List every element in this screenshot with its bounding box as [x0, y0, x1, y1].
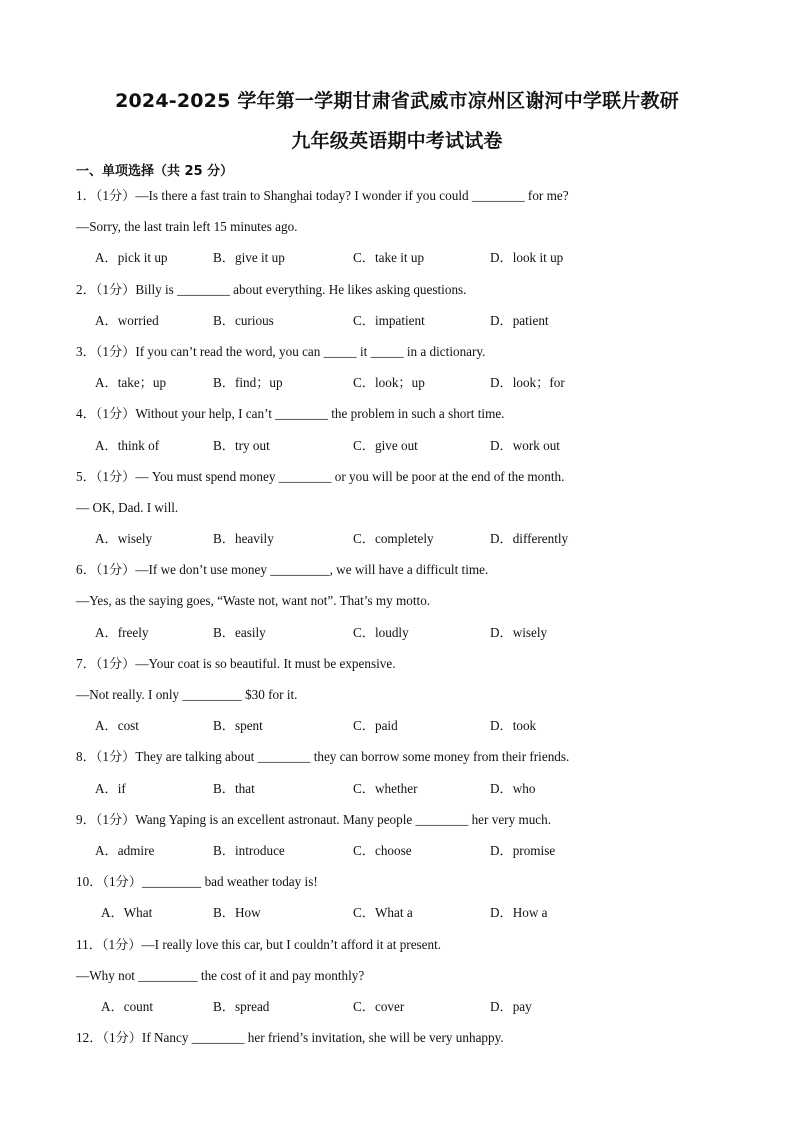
- option-a[interactable]: A．freely: [95, 624, 149, 640]
- question-list: [76, 184, 756, 1057]
- question-2: [76, 278, 756, 340]
- option-a[interactable]: A．pick it up: [95, 250, 168, 266]
- option-a[interactable]: A．take；up: [95, 375, 167, 391]
- question-stem: 6．（1分）—If we don’t use money _________, we will have a difficult time.: [76, 562, 489, 578]
- option-d[interactable]: D．look it up: [490, 250, 564, 266]
- option-row: [76, 309, 756, 340]
- question-4: [76, 402, 756, 464]
- option-row: [76, 839, 756, 870]
- question-stem: 7．（1分）—Your coat is so beautiful. It must be expensive.: [76, 655, 396, 671]
- option-d[interactable]: D．took: [490, 718, 537, 734]
- question-dialogue-reply: —Yes, as the saying goes, “Waste not, want not”. That’s my motto.: [76, 593, 431, 609]
- question-stem: 1．（1分）—Is there a fast train to Shanghai today? I wonder if you could ________ for me?: [76, 188, 569, 203]
- question-stem: 5．（1分）— You must spend money ________ or you will be poor at the end of the month.: [76, 468, 565, 484]
- option-d[interactable]: D．work out: [490, 437, 560, 453]
- option-d[interactable]: D．How a: [490, 905, 548, 921]
- question-stem: 2．（1分）Billy is ________ about everything. He likes asking questions.: [76, 281, 467, 297]
- option-b[interactable]: B．give it up: [213, 250, 285, 266]
- option-d[interactable]: D．wisely: [490, 624, 548, 640]
- option-b[interactable]: B．How: [213, 905, 261, 921]
- option-b[interactable]: B．find；up: [213, 375, 283, 391]
- option-d[interactable]: D．promise: [490, 842, 556, 858]
- question-7: [76, 652, 756, 746]
- option-a[interactable]: A．think of: [95, 437, 160, 453]
- option-b[interactable]: B．easily: [213, 624, 266, 640]
- question-dialogue-reply: — OK, Dad. I will.: [76, 499, 179, 515]
- option-c[interactable]: C．loudly: [353, 624, 409, 640]
- question-10: [76, 870, 756, 932]
- option-d[interactable]: D．differently: [490, 531, 569, 547]
- option-row: [76, 901, 756, 932]
- option-b[interactable]: B．heavily: [213, 531, 274, 547]
- question-stem: 12．（1分）If Nancy ________ her friend’s invitation, she will be very unhappy.: [76, 1030, 504, 1046]
- option-c[interactable]: C．whether: [353, 780, 418, 796]
- option-a[interactable]: A．What: [101, 905, 153, 921]
- question-dialogue-reply: —Sorry, the last train left 15 minutes ago.: [76, 219, 298, 235]
- option-row: [76, 371, 756, 402]
- option-c[interactable]: C．give out: [353, 437, 418, 453]
- question-stem: 9．（1分）Wang Yaping is an excellent astronaut. Many people ________ her very much.: [76, 811, 552, 827]
- option-row: [76, 246, 756, 277]
- question-dialogue-reply: —Not really. I only _________ $30 for it.: [76, 687, 298, 702]
- option-d[interactable]: D．look；for: [490, 375, 565, 391]
- option-row: [76, 621, 756, 652]
- option-b[interactable]: B．spread: [213, 998, 270, 1014]
- question-5: [76, 465, 756, 559]
- exam-title-line1: 2024-2025 学年第一学期甘肃省武威市凉州区谢河中学联片教研: [115, 90, 679, 112]
- question-stem: 4．（1分）Without your help, I can’t ________ the problem in such a short time.: [76, 406, 505, 422]
- exam-title-line2: 九年级英语期中考试试卷: [291, 130, 503, 152]
- option-c[interactable]: C．take it up: [353, 250, 425, 266]
- option-row: [76, 995, 756, 1026]
- question-stem: 10．（1分）_________ bad weather today is!: [76, 874, 318, 890]
- option-row: [76, 714, 756, 745]
- section-heading: 一、单项选择（共 25 分）: [76, 164, 234, 179]
- option-a[interactable]: A．count: [101, 998, 154, 1014]
- option-d[interactable]: D．patient: [490, 312, 549, 328]
- question-6: [76, 558, 756, 652]
- question-8: [76, 745, 756, 807]
- question-stem: 8．（1分）They are talking about ________ they can borrow some money from their friends.: [76, 749, 570, 765]
- option-a[interactable]: A．worried: [95, 312, 159, 328]
- option-a[interactable]: A．if: [95, 780, 126, 796]
- option-b[interactable]: B．curious: [213, 312, 274, 328]
- option-c[interactable]: C．look；up: [353, 375, 425, 391]
- question-11: [76, 933, 756, 1027]
- question-stem: 3．（1分）If you can’t read the word, you can _____ it _____ in a dictionary.: [76, 343, 486, 359]
- question-12: [76, 1026, 756, 1057]
- question-1: [76, 184, 756, 278]
- option-a[interactable]: A．wisely: [95, 531, 153, 547]
- question-dialogue-reply: —Why not _________ the cost of it and pay monthly?: [76, 967, 365, 983]
- option-row: [76, 527, 756, 558]
- option-c[interactable]: C．choose: [353, 842, 412, 858]
- option-b[interactable]: B．spent: [213, 718, 263, 734]
- option-d[interactable]: D．who: [490, 780, 536, 796]
- question-9: [76, 808, 756, 870]
- option-a[interactable]: A．admire: [95, 842, 155, 858]
- option-row: [76, 777, 756, 808]
- option-c[interactable]: C．cover: [353, 998, 405, 1014]
- question-3: [76, 340, 756, 402]
- option-b[interactable]: B．introduce: [213, 842, 285, 858]
- option-row: [76, 434, 756, 465]
- option-d[interactable]: D．pay: [490, 998, 532, 1014]
- option-c[interactable]: C．completely: [353, 531, 434, 547]
- option-c[interactable]: C．What a: [353, 905, 413, 921]
- option-c[interactable]: C．paid: [353, 718, 398, 734]
- option-b[interactable]: B．that: [213, 780, 255, 796]
- option-a[interactable]: A．cost: [95, 718, 139, 734]
- option-c[interactable]: C．impatient: [353, 312, 425, 328]
- option-b[interactable]: B．try out: [213, 437, 270, 453]
- question-stem: 11．（1分）—I really love this car, but I couldn’t afford it at present.: [76, 936, 442, 952]
